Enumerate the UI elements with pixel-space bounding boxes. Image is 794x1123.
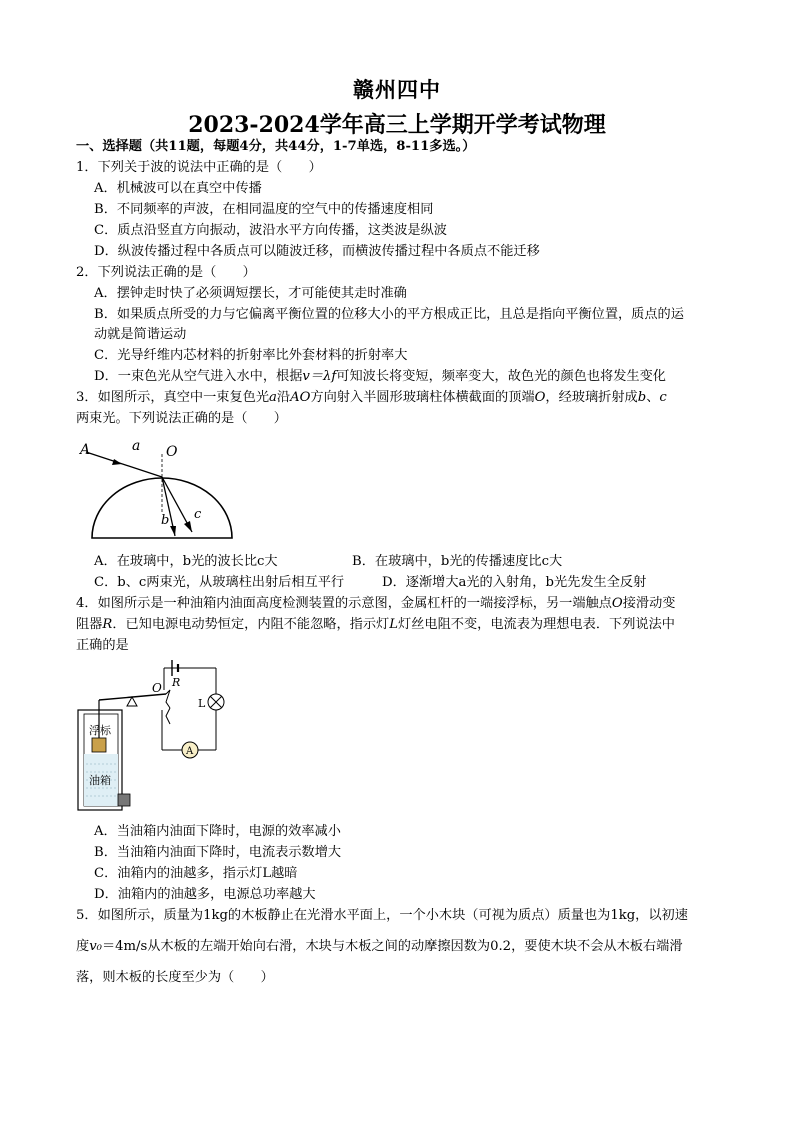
rheostat-coil (166, 708, 170, 724)
q4-stem-line3: 正确的是 (76, 638, 129, 653)
q3-text: ，经玻璃折射成 (545, 390, 638, 405)
q4-option-b: B．当油箱内油面下降时，电流表示数增大 (94, 845, 342, 860)
q2-d-formula: v＝λf (302, 369, 337, 384)
q5-text: ＝4m/s从木板的左端开始向右滑，木块与木板之间的动摩擦因数为0.2，要使木块不会从木板右端滑 (101, 939, 683, 954)
label-O: O (166, 444, 178, 460)
section-heading (76, 138, 475, 156)
label-c: c (194, 507, 202, 522)
q4-stem-line1 (76, 595, 675, 613)
q1-option-a: A．机械波可以在真空中传播 (94, 181, 262, 196)
q3-var-O: O (534, 390, 546, 405)
float (92, 738, 106, 752)
q5-var-v0: v₀ (89, 939, 102, 954)
q3-var-b: b (637, 390, 647, 405)
q3-text: 3．如图所示，真空中一束复色光 (76, 390, 270, 405)
q4-var-R: R (102, 617, 113, 632)
rheostat-contact (166, 690, 170, 708)
q2-option-a: A．摆钟走时快了必须调短摆长，才可能使其走时准确 (94, 286, 407, 301)
q4-var-L: L (389, 617, 399, 632)
q2-option-d (94, 368, 666, 386)
q4-var-O: O (611, 596, 623, 611)
q3-text: 方向射入半圆形玻璃柱体横截面的顶端 (310, 390, 535, 405)
q1-option-c: C．质点沿竖直方向振动，波沿水平方向传播，这类波是纵波 (94, 223, 447, 238)
q3-var-a: a (269, 390, 277, 405)
q3-var-c: c (659, 390, 667, 405)
q4-text: 阻器 (76, 617, 103, 632)
section-heading-note: （共11题，每题4分，共44分，1-7单选，8-11多选。） (141, 139, 476, 154)
q5-stem-line3: 落，则木板的长度至少为（ ） (76, 970, 274, 985)
q3-var-AO: AO (290, 390, 311, 405)
q2-stem: 2．下列说法正确的是（ ） (76, 265, 256, 280)
ray-c-arrow-icon (184, 521, 192, 532)
label-A: A (80, 442, 91, 458)
q1-option-b: B．不同频率的声波，在相同温度的空气中的传播速度相同 (94, 202, 434, 217)
q5-stem-line1: 5．如图所示，质量为1kg的木板静止在光滑水平面上，一个小木块（可视为质点）质量也为1kg，以初速 (76, 908, 688, 923)
label-R: R (172, 676, 181, 689)
q4-text: 灯丝电阻不变，电流表为理想电表．下列说法中 (398, 617, 675, 632)
q3-option-d: D．逐渐增大a光的入射角，b光先发生全反射 (382, 575, 647, 590)
q1-option-d: D．纵波传播过程中各质点可以随波迁移，而横波传播过程中各质点不能迁移 (94, 244, 540, 259)
label-O: O (152, 681, 162, 695)
incident-ray (86, 452, 162, 477)
q3-stem-line2: 两束光。下列说法正确的是（ ） (76, 411, 287, 426)
q4-stem-line2 (76, 616, 675, 634)
outlet-valve (118, 794, 130, 806)
q4-text: ．已知电源电动势恒定，内阻不能忽略，指示灯 (112, 617, 390, 632)
q3-stem-line1 (76, 389, 667, 407)
q3-option-c: C．b、c两束光，从玻璃柱出射后相互平行 (94, 575, 345, 590)
label-L: L (198, 697, 206, 710)
q2-d-post: 可知波长将变短，频率变大，故色光的颜色也将发生变化 (336, 369, 666, 384)
q4-text: 4．如图所示是一种油箱内油面高度检测装置的示意图，金属杠杆的一端接浮标，另一端触点 (76, 596, 612, 611)
label-ammeter: A (186, 746, 194, 757)
q4-text: 接滑动变 (622, 596, 676, 611)
q2-d-pre: D．一束色光从空气进入水中，根据 (94, 369, 303, 384)
q1-stem: 1．下列关于波的说法中正确的是（ ） (76, 160, 322, 175)
q5-text: 度 (76, 939, 90, 954)
exam-title: 2023-2024学年高三上学期开学考试物理 (188, 112, 606, 138)
q3-option-b: B．在玻璃中，b光的传播速度比c大 (352, 554, 563, 569)
school-title: 赣州四中 (353, 77, 441, 102)
q3-semicircle-figure (76, 432, 276, 544)
q3-text: 、 (646, 390, 660, 405)
q4-option-c: C．油箱内的油越多，指示灯L越暗 (94, 866, 298, 881)
section-heading-label: 一、选择题 (76, 139, 142, 154)
q2-option-c: C．光导纤维内芯材料的折射率比外套材料的折射率大 (94, 348, 408, 363)
q2-option-b-line1: B．如果质点所受的力与它偏离平衡位置的位移大小的平方根成正比，且总是指向平衡位置，质点的运 (94, 307, 684, 322)
label-b: b (161, 513, 170, 528)
q3-text: 沿 (276, 390, 291, 405)
incident-arrow-icon (112, 459, 122, 465)
label-a: a (132, 438, 141, 454)
q2-option-b-line2: 动就是简谐运动 (94, 327, 187, 342)
q4-option-d: D．油箱内的油越多，电源总功率越大 (94, 887, 316, 902)
q4-oil-tank-circuit-figure (74, 656, 244, 818)
q4-option-a: A．当油箱内油面下降时，电源的效率减小 (94, 824, 341, 839)
q5-stem-line2 (76, 938, 683, 956)
q3-option-a: A．在玻璃中，b光的波长比c大 (94, 554, 278, 569)
fulcrum-icon (127, 697, 137, 706)
tank-label: 油箱 (89, 774, 111, 787)
ray-b-arrow-icon (170, 526, 176, 536)
float-label: 浮标 (89, 724, 111, 737)
